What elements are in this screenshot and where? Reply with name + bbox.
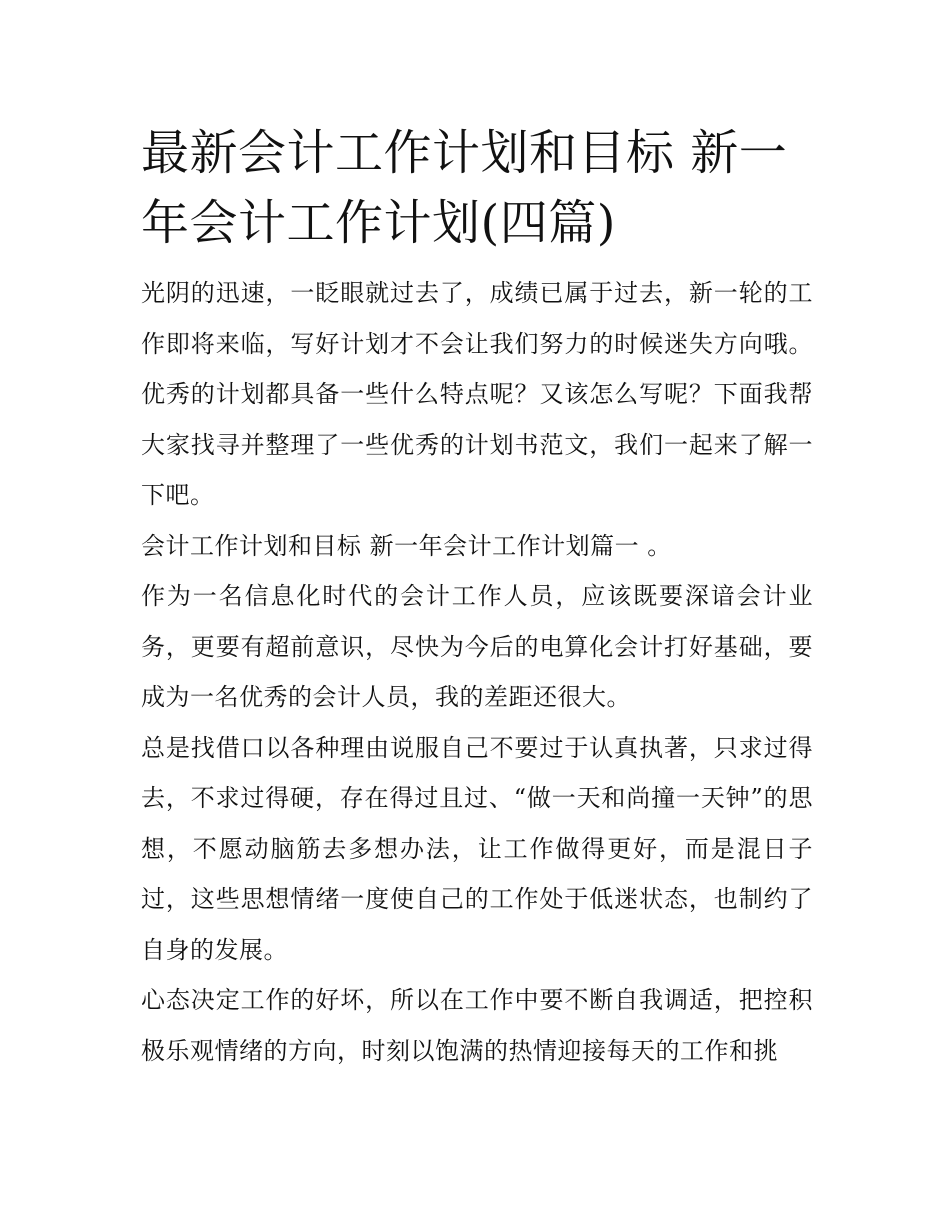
body-paragraph: 心态决定工作的好坏，所以在工作中要不断自我调适，把控积极乐观情绪的方向，时刻以饱满的热情迎接每天的工作和挑 — [141, 986, 813, 1065]
body-paragraph: 总是找借口以各种理由说服自己不要过于认真执著，只求过得去，不求过得硬，存在得过且过、“做一天和尚撞一天钟”的思想，不愿动脑筋去多想办法，让工作做得更好，而是混日子过，这些思想情绪一度使自己的工作处于低迷状态，也制约了自身的发展。 — [141, 733, 813, 964]
body-paragraph: 作为一名信息化时代的会计工作人员，应该既要深谙会计业务，更要有超前意识，尽快为今后的电算化会计打好基础，要成为一名优秀的会计人员，我的差距还很大。 — [141, 582, 813, 711]
document-page — [141, 118, 813, 1076]
intro-paragraph: 光阴的迅速，一眨眼就过去了，成绩已属于过去，新一轮的工作即将来临，写好计划才不会让我们努力的时候迷失方向哦。优秀的计划都具备一些什么特点呢？又该怎么写呢？下面我帮大家找寻并整理了一些优秀的计划书范文，我们一起来了解一下吧。 — [141, 279, 813, 509]
section-heading: 会计工作计划和目标 新一年会计工作计划篇一 。 — [141, 531, 672, 560]
document-title: 最新会计工作计划和目标 新一年会计工作计划(四篇) — [141, 125, 788, 251]
